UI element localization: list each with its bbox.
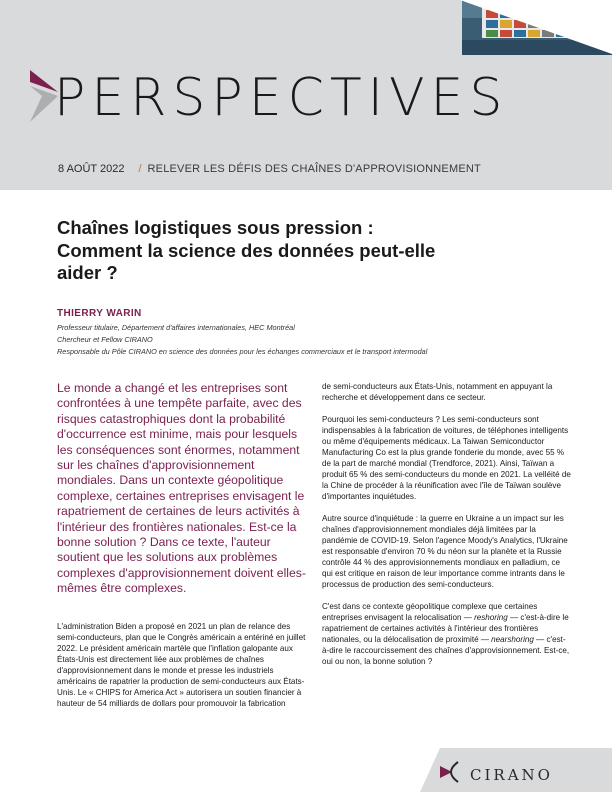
issue-topic: RELEVER LES DÉFIS DES CHAÎNES D'APPROVISIONNEMENT	[147, 163, 481, 175]
author-affiliation: Responsable du Pôle CIRANO en science des données pour les échanges commerciaux et le transport intermodal	[57, 347, 428, 356]
publication-title: PERSPECTIVES	[54, 68, 509, 128]
paragraph: Pourquoi les semi-conducteurs ? Les semi-conducteurs sont indispensables à la fabrication de voitures, de téléphones intelligents ou même d'équipements médicaux. La Taiwan Semiconductor Manufacturing Co est la plus grande fonderie du monde, avec 55 % de la part de marché mondial (Trendforce, 2021). Ainsi, Taïwan a produit 65 % des semi-conducteurs du monde en 2021. La velléité de la Chine de procéder à la réunification avec l'île de Taïwan soulève d'importantes inquiétudes.	[322, 415, 571, 501]
meta-separator: /	[138, 163, 142, 175]
author-affiliation: Professeur titulaire, Département d'affaires internationales, HEC Montréal	[57, 323, 295, 332]
body-column-right	[322, 381, 572, 678]
article-title: Chaînes logistiques sous pression : Comment la science des données peut-elle aider ?	[57, 217, 436, 283]
author-name: THIERRY WARIN	[57, 308, 142, 319]
body-column-left	[57, 621, 307, 720]
term-reshoring: reshoring	[474, 613, 508, 622]
paragraph: de semi-conducteurs aux États-Unis, notamment en appuyant la recherche et développement dans ce secteur.	[322, 382, 553, 402]
term-nearshoring: nearshoring	[491, 635, 534, 644]
paragraph: L'administration Biden a proposé en 2021 un plan de relance des semi-conducteurs, plan que le Congrès américain a entériné en juillet 2022. Le président américain martèle que l'inflation galopante aux États-Unis est directement liée aux problèmes de chaînes d'approvisionnement dans le monde et presse les industriels américains de rapatrier la production de semi-conducteurs aux États-Unis. Le « CHIPS for America Act » autorisera un soutien financier à hauteur de 54 milliards de dollars pour promouvoir la fabrication	[57, 622, 306, 708]
text-run: — c'est-à-dire le raccourcissement des chaînes d'approvisionnement. Est-ce, oui ou non, la bonne solution ?	[322, 635, 570, 666]
article-lede: Le monde a changé et les entreprises sont confrontées à une tempête parfaite, avec des risques catastrophiques dont la probabilité d'occurrence est minime, mais pour lesquels les conséquences sont énormes, notamment sur les chaînes d'approvisionnement mondiales. Dans un contexte géopolitique complexe, certaines entreprises envisagent le rapatriement de certaines de leurs activités à l'intérieur des frontières nationales. Est-ce la bonne solution ? Dans ce texte, l'auteur soutient que les solutions aux problèmes complexes d'approvisionnement doivent elles-mêmes être complexes.	[57, 381, 306, 596]
text-run: C'est dans ce contexte géopolitique complexe que certaines entreprises envisagent la relocalisation —	[322, 602, 538, 622]
paragraph	[322, 601, 572, 667]
issue-meta	[58, 163, 481, 175]
paragraph: Autre source d'inquiétude : la guerre en Ukraine a un impact sur les chaînes d'approvisionnement mondiales déjà limitées par la pandémie de COVID-19. Selon l'agence Moody's Analytics, l'Ukraine est responsable d'environ 70 % du néon sur la planète et la Russie contrôle 44 % des approvisionnements mondiaux en palladium, ce qui est critique en raison de leur importance comme intrants dans le processus de production des semi-conducteurs.	[322, 514, 568, 589]
text-run: — c'est-à-dire le rapatriement de certaines activités à l'intérieur des frontières nationales, ou la délocalisation de proximité —	[322, 613, 569, 644]
header-band	[0, 0, 612, 190]
cirano-logo: CIRANO	[470, 766, 553, 784]
author-affiliation: Chercheur et Fellow CIRANO	[57, 335, 153, 344]
issue-date: 8 AOÛT 2022	[58, 163, 125, 175]
